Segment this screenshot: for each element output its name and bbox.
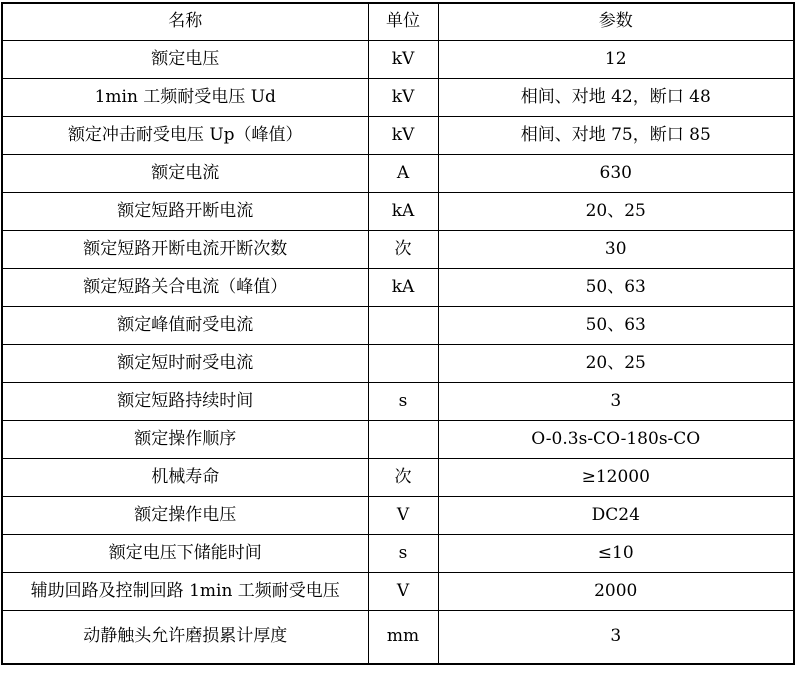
cell-value: ≥12000 bbox=[438, 459, 794, 497]
table-row bbox=[2, 383, 794, 421]
table-row bbox=[2, 573, 794, 611]
cell-name: 额定操作顺序 bbox=[2, 421, 368, 459]
cell-name: 动静触头允许磨损累计厚度 bbox=[2, 611, 368, 665]
cell-name: 额定短时耐受电流 bbox=[2, 345, 368, 383]
cell-name: 额定短路持续时间 bbox=[2, 383, 368, 421]
cell-unit: kA bbox=[368, 269, 438, 307]
cell-value: 50、63 bbox=[438, 307, 794, 345]
cell-name: 额定电压下储能时间 bbox=[2, 535, 368, 573]
cell-value: O-0.3s-CO-180s-CO bbox=[438, 421, 794, 459]
header-row bbox=[2, 3, 794, 41]
cell-value: 相间、对地 75，断口 85 bbox=[438, 117, 794, 155]
cell-name: 额定电压 bbox=[2, 41, 368, 79]
cell-value: 12 bbox=[438, 41, 794, 79]
table-row bbox=[2, 193, 794, 231]
cell-unit: V bbox=[368, 573, 438, 611]
spec-table-body bbox=[2, 41, 794, 665]
cell-unit: mm bbox=[368, 611, 438, 665]
cell-name: 额定电流 bbox=[2, 155, 368, 193]
cell-name: 额定冲击耐受电压 Up（峰值） bbox=[2, 117, 368, 155]
table-row bbox=[2, 155, 794, 193]
cell-name: 辅助回路及控制回路 1min 工频耐受电压 bbox=[2, 573, 368, 611]
cell-value: ≤10 bbox=[438, 535, 794, 573]
cell-unit: 次 bbox=[368, 459, 438, 497]
cell-unit: V bbox=[368, 497, 438, 535]
table-row bbox=[2, 79, 794, 117]
table-row bbox=[2, 117, 794, 155]
cell-name: 机械寿命 bbox=[2, 459, 368, 497]
cell-value: 3 bbox=[438, 383, 794, 421]
cell-name: 额定短路开断电流开断次数 bbox=[2, 231, 368, 269]
header-value: 参数 bbox=[438, 3, 794, 41]
cell-value: 相间、对地 42，断口 48 bbox=[438, 79, 794, 117]
cell-value: 30 bbox=[438, 231, 794, 269]
cell-unit: kV bbox=[368, 41, 438, 79]
table-row bbox=[2, 497, 794, 535]
cell-name: 额定短路开断电流 bbox=[2, 193, 368, 231]
cell-name: 额定操作电压 bbox=[2, 497, 368, 535]
cell-unit: kV bbox=[368, 79, 438, 117]
cell-value: 2000 bbox=[438, 573, 794, 611]
cell-value: 3 bbox=[438, 611, 794, 665]
cell-value: DC24 bbox=[438, 497, 794, 535]
spec-table bbox=[1, 2, 795, 665]
table-row bbox=[2, 611, 794, 665]
cell-name: 额定短路关合电流（峰值） bbox=[2, 269, 368, 307]
cell-unit: 次 bbox=[368, 231, 438, 269]
cell-unit: A bbox=[368, 155, 438, 193]
cell-value: 20、25 bbox=[438, 345, 794, 383]
cell-unit bbox=[368, 307, 438, 345]
cell-name: 额定峰值耐受电流 bbox=[2, 307, 368, 345]
table-row bbox=[2, 269, 794, 307]
cell-unit bbox=[368, 421, 438, 459]
table-row bbox=[2, 231, 794, 269]
cell-unit: s bbox=[368, 535, 438, 573]
table-row bbox=[2, 41, 794, 79]
header-unit: 单位 bbox=[368, 3, 438, 41]
cell-value: 50、63 bbox=[438, 269, 794, 307]
cell-unit: kV bbox=[368, 117, 438, 155]
table-row bbox=[2, 307, 794, 345]
cell-unit: s bbox=[368, 383, 438, 421]
table-row bbox=[2, 345, 794, 383]
table-row bbox=[2, 421, 794, 459]
cell-unit: kA bbox=[368, 193, 438, 231]
spec-table-header bbox=[2, 3, 794, 41]
cell-value: 630 bbox=[438, 155, 794, 193]
table-row bbox=[2, 535, 794, 573]
table-row bbox=[2, 459, 794, 497]
cell-name: 1min 工频耐受电压 Ud bbox=[2, 79, 368, 117]
cell-unit bbox=[368, 345, 438, 383]
header-name: 名称 bbox=[2, 3, 368, 41]
cell-value: 20、25 bbox=[438, 193, 794, 231]
